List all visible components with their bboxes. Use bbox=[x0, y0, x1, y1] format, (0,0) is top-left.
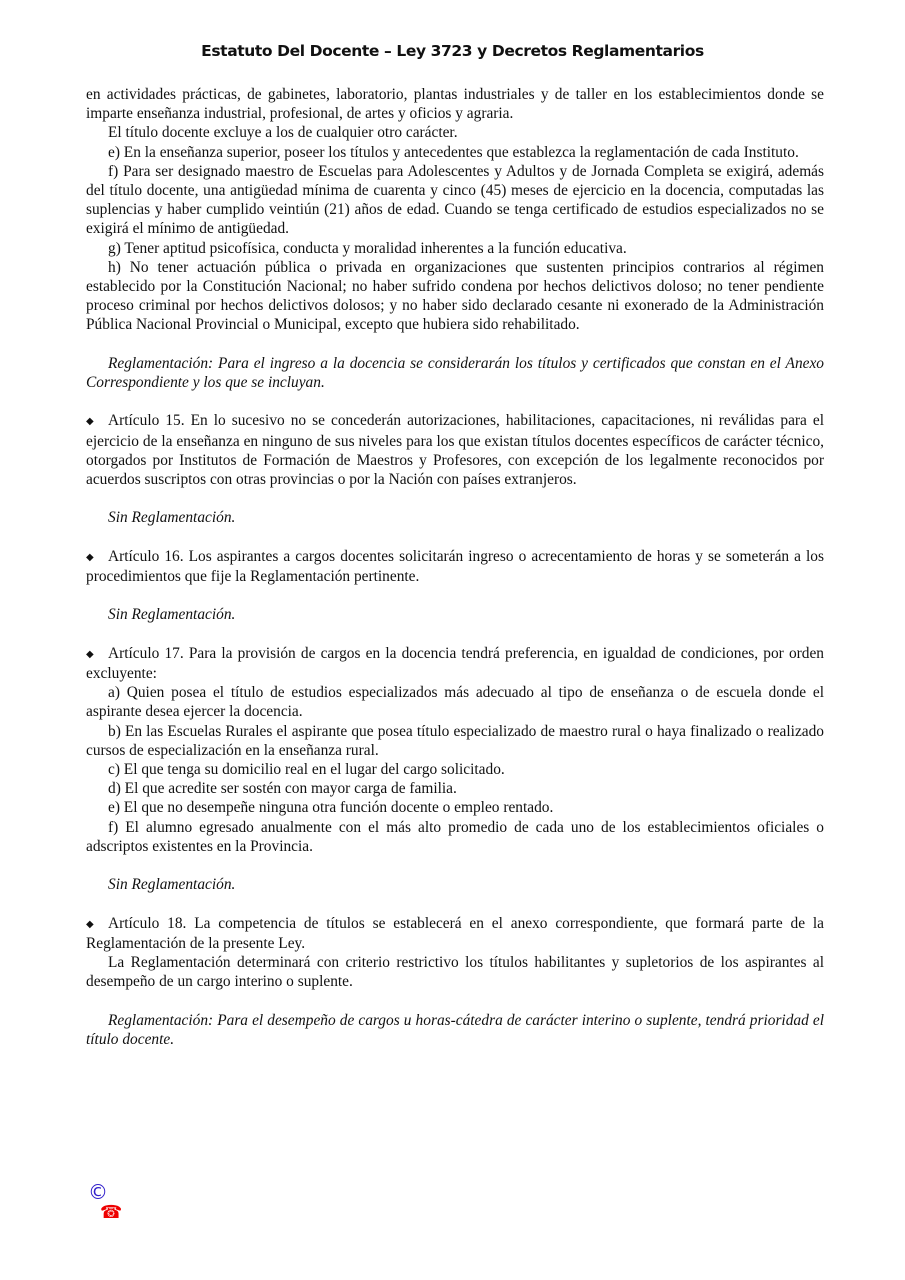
paragraph-text: La Reglamentación determinará con criterio restrictivo los títulos habilitantes y supletorios de los aspirantes al desempeño de un cargo interino o suplente. bbox=[86, 954, 824, 991]
page-header-title: Estatuto Del Docente – Ley 3723 y Decretos Reglamentarios bbox=[201, 42, 704, 60]
paragraph bbox=[86, 123, 824, 142]
paragraph-text: El título docente excluye a los de cualquier otro carácter. bbox=[108, 124, 458, 142]
copyright-icon: © bbox=[88, 1180, 108, 1204]
paragraph-text: f) El alumno egresado anualmente con el más alto promedio de cada uno de los establecimientos oficiales o adscriptos existentes en la Provincia. bbox=[86, 818, 824, 855]
telephone-icon: ☎ bbox=[100, 1202, 123, 1223]
paragraph bbox=[86, 953, 824, 991]
paragraph bbox=[86, 683, 824, 721]
paragraph bbox=[86, 779, 824, 798]
paragraph-spacer bbox=[86, 392, 824, 411]
regulation-note bbox=[86, 354, 824, 392]
document-body bbox=[86, 85, 824, 1049]
paragraph-text: e) En la enseñanza superior, poseer los títulos y antecedentes que establezca la reglamentación de cada Instituto. bbox=[108, 143, 799, 161]
paragraph-text: f) Para ser designado maestro de Escuelas para Adolescentes y Adultos y de Jornada Completa se exigirá, además del título docente, una antigüedad mínima de cuarenta y cinco (45) meses de ejercicio en la docencia, computadas las suplencias y haber cumplido veintiún (21) años de edad. Cuando se tenga certificado de estudios especializados no se exigirá el mínimo de antigüedad. bbox=[86, 162, 824, 238]
paragraph-spacer bbox=[86, 586, 824, 605]
article-paragraph bbox=[86, 411, 824, 489]
paragraph-text: Artículo 17. Para la provisión de cargos en la docencia tendrá preferencia, en igualdad de condiciones, por orden excluyente: bbox=[86, 644, 824, 682]
article-paragraph bbox=[86, 644, 824, 683]
bullet-diamond-icon: ◆ bbox=[86, 648, 94, 660]
paragraph-text: g) Tener aptitud psicofísica, conducta y moralidad inherentes a la función educativa. bbox=[108, 239, 627, 257]
regulation-note bbox=[86, 605, 824, 624]
paragraph bbox=[86, 85, 824, 123]
paragraph-text: Reglamentación: Para el desempeño de cargos u horas-cátedra de carácter interino o suplente, tendrá prioridad el título docente. bbox=[86, 1011, 824, 1048]
paragraph-spacer bbox=[86, 625, 824, 644]
paragraph-text: d) El que acredite ser sostén con mayor carga de familia. bbox=[108, 780, 457, 798]
paragraph-text: en actividades prácticas, de gabinetes, laboratorio, plantas industriales y de taller en los establecimientos donde se imparte enseñanza industrial, profesional, de artes y oficios y agraria. bbox=[86, 86, 824, 123]
article-paragraph bbox=[86, 547, 824, 586]
paragraph-text: Reglamentación: Para el ingreso a la docencia se considerarán los títulos y certificados que constan en el Anexo Correspondiente y los que se incluyan. bbox=[86, 354, 824, 392]
bullet-diamond-icon: ◆ bbox=[86, 918, 94, 930]
paragraph-spacer bbox=[86, 894, 824, 913]
footer bbox=[88, 1180, 123, 1223]
article-paragraph bbox=[86, 914, 824, 953]
paragraph-text: b) En las Escuelas Rurales el aspirante que posea título especializado de maestro rural o haya finalizado o realizado cursos de especialización en la enseñanza rural. bbox=[86, 722, 824, 759]
paragraph bbox=[86, 239, 824, 258]
regulation-note bbox=[86, 1011, 824, 1049]
regulation-note bbox=[86, 875, 824, 894]
paragraph bbox=[86, 798, 824, 817]
paragraph-spacer bbox=[86, 991, 824, 1010]
regulation-note bbox=[86, 508, 824, 527]
paragraph-spacer bbox=[86, 489, 824, 508]
paragraph-text: Artículo 18. La competencia de títulos se establecerá en el anexo correspondiente, que formará parte de la Reglamentación de la presente Ley. bbox=[86, 914, 824, 952]
paragraph bbox=[86, 258, 824, 335]
paragraph-text: Sin Reglamentación. bbox=[108, 876, 236, 894]
bullet-diamond-icon: ◆ bbox=[86, 416, 94, 428]
paragraph bbox=[86, 143, 824, 162]
paragraph-text: e) El que no desempeñe ninguna otra función docente o empleo rentado. bbox=[108, 799, 554, 817]
paragraph-text: c) El que tenga su domicilio real en el lugar del cargo solicitado. bbox=[108, 761, 505, 779]
bullet-diamond-icon: ◆ bbox=[86, 551, 94, 563]
paragraph-spacer bbox=[86, 856, 824, 875]
paragraph-text: Sin Reglamentación. bbox=[108, 509, 236, 527]
paragraph-text: h) No tener actuación pública o privada en organizaciones que sustenten principios contrarios al régimen establecido por la Constitución Nacional; no haber sufrido condena por hechos delictivos doloso; no tener pendiente proceso criminal por hechos delictivos dolosos; y no haber sido declarado cesante ni exonerado de la Administración Pública Nacional Provincial o Municipal, excepto que hubiera sido rehabilitado. bbox=[86, 258, 824, 334]
paragraph-spacer bbox=[86, 335, 824, 354]
paragraph-text: a) Quien posea el título de estudios especializados más adecuado al tipo de enseñanza o de escuela donde el aspirante desea ejercer la docencia. bbox=[86, 684, 824, 721]
paragraph-text: Sin Reglamentación. bbox=[108, 606, 236, 624]
paragraph-text: Artículo 16. Los aspirantes a cargos docentes solicitarán ingreso o acrecentamiento de horas y se someterán a los procedimientos que fije la Reglamentación pertinente. bbox=[86, 547, 824, 586]
paragraph-text: Artículo 15. En lo sucesivo no se concederán autorizaciones, habilitaciones, capacitaciones, ni reválidas para el ejercicio de la enseñanza en ninguno de sus niveles para los que existan títulos docentes específicos de carácter técnico, otorgados por Institutos de Formación de Maestros y Profesores, con excepción de los legalmente reconocidos por acuerdos suscriptos con otras provincias o por la Nación con países extranjeros. bbox=[86, 412, 824, 489]
paragraph bbox=[86, 162, 824, 239]
paragraph bbox=[86, 722, 824, 760]
paragraph-spacer bbox=[86, 528, 824, 547]
paragraph bbox=[86, 760, 824, 779]
paragraph bbox=[86, 818, 824, 856]
